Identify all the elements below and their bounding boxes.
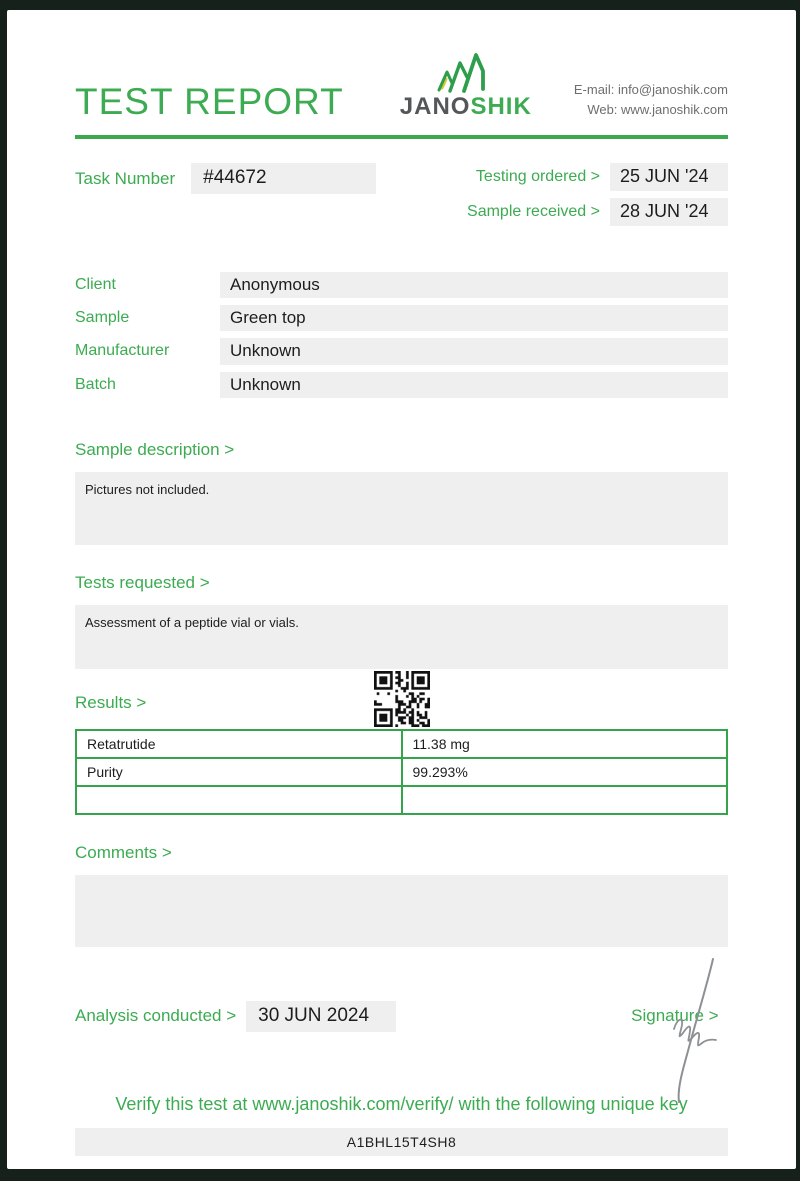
analysis-conducted-row (75, 1001, 396, 1032)
client-label: Client (75, 275, 116, 293)
table-row (76, 758, 727, 786)
analysis-date-value: 30 JUN 2024 (246, 1001, 396, 1032)
analysis-conducted-label: Analysis conducted > (75, 1006, 237, 1026)
comments-section (75, 843, 728, 947)
logo-word-dark: JANO (399, 93, 471, 120)
logo-word-green: SHIK (470, 93, 532, 120)
results-heading: Results > (75, 693, 147, 713)
web-value: www.janoshik.com (621, 102, 728, 118)
janoshik-logo (400, 52, 532, 120)
report-page (7, 10, 796, 1169)
results-section (75, 669, 728, 815)
testing-ordered-label: Testing ordered > (475, 168, 600, 186)
contact-email-line (574, 80, 728, 100)
chart-peaks-logo-icon (433, 52, 499, 94)
batch-label: Batch (75, 375, 116, 393)
sample-label: Sample (75, 308, 130, 326)
web-label: Web: (587, 102, 618, 118)
signature-scribble (647, 955, 742, 1107)
result-value (402, 786, 728, 814)
contact-info (574, 80, 728, 120)
unique-key-value: A1BHL15T4SH8 (75, 1128, 728, 1156)
page-title: TEST REPORT (75, 81, 344, 123)
tests-requested-text: Assessment of a peptide vial or vials. (75, 605, 728, 669)
detail-row-batch (75, 372, 728, 398)
task-number-label: Task Number (75, 168, 176, 188)
dates-block (467, 163, 728, 225)
sample-received-label: Sample received > (467, 202, 600, 220)
sample-description-text: Pictures not included. (75, 472, 728, 545)
verify-instruction: Verify this test at www.janoshik.com/verify/ with the following unique key (115, 1093, 688, 1114)
result-value: 11.38 mg (402, 730, 728, 758)
manufacturer-value: Unknown (220, 338, 728, 364)
sample-description-section (75, 440, 728, 545)
testing-ordered-value: 25 JUN '24 (610, 163, 728, 191)
email-value: info@janoshik.com (617, 82, 728, 98)
table-row (76, 730, 727, 758)
analysis-signature-row (75, 1001, 728, 1032)
contact-web-line (574, 100, 728, 120)
report-header (75, 52, 728, 123)
detail-row-sample (75, 305, 728, 331)
manufacturer-label: Manufacturer (75, 342, 170, 360)
sample-received-row (467, 198, 728, 226)
sample-description-heading: Sample description > (75, 440, 235, 460)
detail-row-manufacturer (75, 338, 728, 364)
batch-value: Unknown (220, 372, 728, 398)
comments-heading: Comments > (75, 843, 172, 863)
logo-wordmark (400, 94, 532, 120)
client-value: Anonymous (220, 272, 728, 298)
sample-received-value: 28 JUN '24 (610, 198, 728, 226)
result-name: Purity (76, 758, 402, 786)
meta-section (75, 163, 728, 225)
table-row (76, 786, 727, 814)
email-label: E-mail: (573, 82, 615, 98)
tests-requested-section (75, 573, 728, 669)
sample-value: Green top (220, 305, 728, 331)
task-number-value: #44672 (191, 163, 376, 194)
header-divider (75, 135, 728, 139)
sample-details-section (75, 272, 728, 399)
testing-ordered-row (467, 163, 728, 191)
detail-row-client (75, 272, 728, 298)
signature-label: Signature > (631, 1006, 719, 1026)
result-value: 99.293% (402, 758, 728, 786)
qr-code (374, 671, 430, 727)
task-number-row (75, 163, 376, 194)
results-table (75, 729, 728, 815)
result-name: Retatrutide (76, 730, 402, 758)
tests-requested-heading: Tests requested > (75, 573, 210, 593)
result-name (76, 786, 402, 814)
comments-text (75, 875, 728, 947)
